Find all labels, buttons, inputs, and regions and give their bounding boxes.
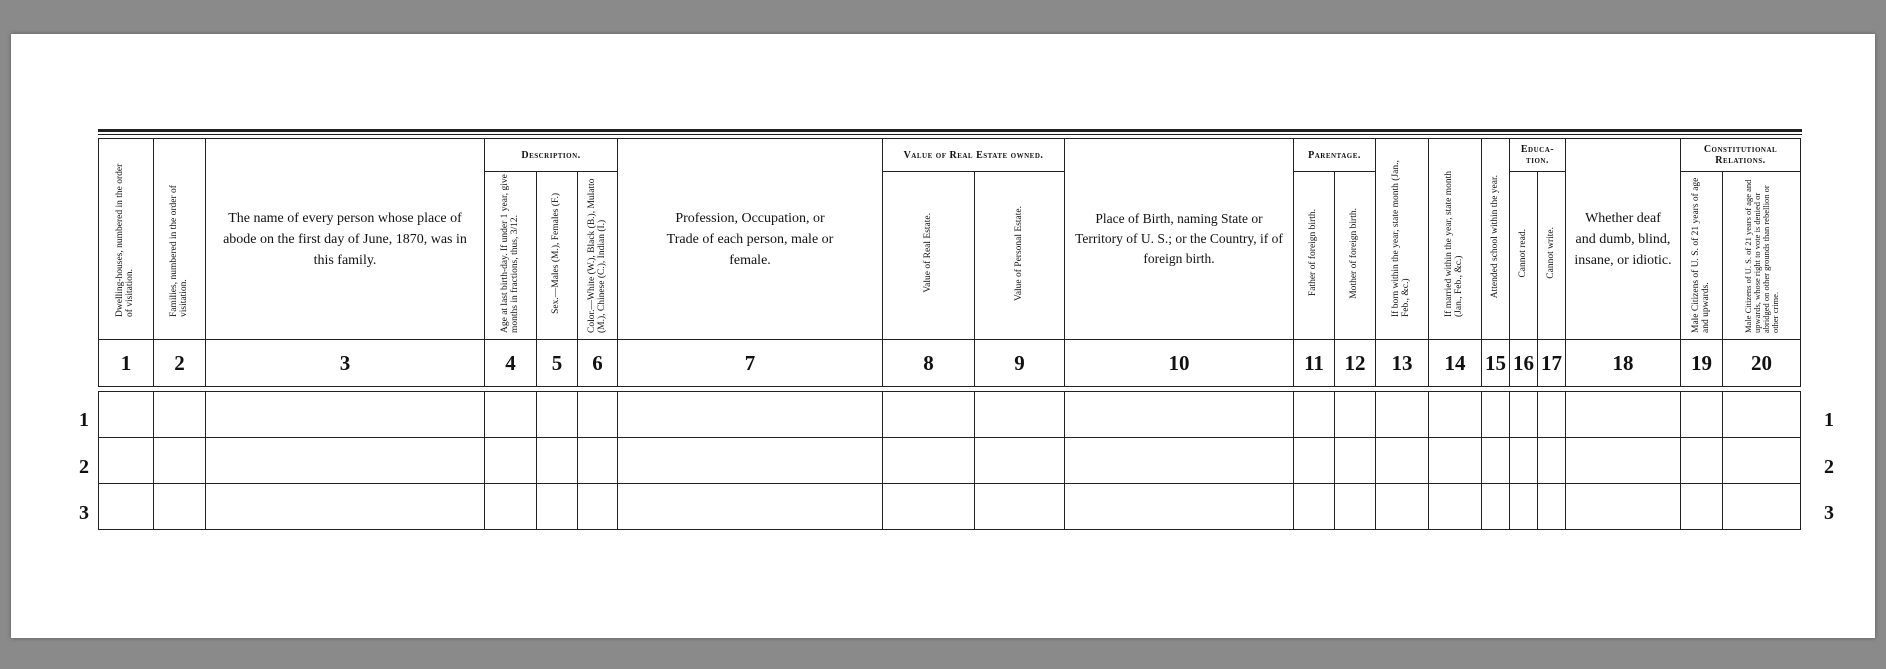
entry-cell[interactable] [975,438,1065,484]
entry-cell[interactable] [485,484,537,530]
entry-cell[interactable] [1429,438,1482,484]
entry-cell[interactable] [618,392,883,438]
col-17-header [1538,172,1566,340]
col-12-header [1335,172,1376,340]
entry-cell[interactable] [1429,484,1482,530]
parentage-group: Parentage. [1294,139,1376,172]
col-11-header [1294,172,1335,340]
entry-cell[interactable] [99,484,154,530]
col-number: 4 [485,340,537,387]
entry-cell[interactable] [1510,438,1538,484]
entry-cell[interactable] [206,484,485,530]
entry-cell[interactable] [1335,438,1376,484]
col-number: 6 [578,340,618,387]
col-number: 17 [1538,340,1566,387]
entry-cell[interactable] [1294,438,1335,484]
col-11-label: Father of foreign birth. [1308,209,1319,297]
col-number: 7 [618,340,883,387]
col-13-label: If born within the year, state month (Jan., Feb., &c.) [1391,159,1411,317]
entry-cell[interactable] [1065,484,1294,530]
entry-cell[interactable] [883,438,975,484]
entry-cell[interactable] [1723,484,1801,530]
entry-cell[interactable] [1538,392,1566,438]
col-20-label: Male Citizens of U. S. of 21 years of age and upwards, whose right to vote is denied or abridged on other grounds than rebellion or other crime. [1742,179,1780,333]
col-12-label: Mother of foreign birth. [1349,207,1360,299]
entry-cell[interactable] [1538,484,1566,530]
col-14-label: If married within the year, state month (Jan., Feb., &c.) [1444,170,1464,317]
entry-cell[interactable] [1681,392,1723,438]
col-7-label: Profession, Occupation, or Trade of each person, male or female. [666,210,834,268]
entry-cell[interactable] [537,392,578,438]
entry-cell[interactable] [206,438,485,484]
entry-cell[interactable] [1566,438,1681,484]
top-rule [98,129,1802,132]
col-16-label: Cannot read. [1517,228,1528,278]
col-number: 5 [537,340,578,387]
col-number: 3 [206,340,485,387]
entry-cell[interactable] [1294,484,1335,530]
col-19-label: Male Citizens of U. S. of 21 years of age and upwards. [1690,177,1711,333]
col-number: 13 [1376,340,1429,387]
col-number: 2 [154,340,206,387]
entry-cell[interactable] [1482,438,1510,484]
entry-cell[interactable] [1681,438,1723,484]
entry-cell[interactable] [975,484,1065,530]
table-row [99,484,1801,530]
col-number: 14 [1429,340,1482,387]
row-number-right: 3 [1824,502,1834,524]
entry-cell[interactable] [99,438,154,484]
entry-cell[interactable] [206,392,485,438]
row-number-left: 3 [79,502,89,524]
col-10-header [1065,139,1294,340]
entry-cell[interactable] [1566,392,1681,438]
col-number: 16 [1510,340,1538,387]
col-6-label: Color.—White (W.), Black (B.), Mulatto (M.), Chinese (C.), Indian (I.) [586,178,607,333]
entry-cell[interactable] [1723,392,1801,438]
col-8-label: Value of Real Estate. [922,213,933,293]
entry-cell[interactable] [1294,392,1335,438]
col-1-label: Dwelling-houses, numbered in the order of visitation. [115,163,135,317]
entry-cell[interactable] [883,484,975,530]
col-9-label: Value of Personal Estate. [1013,205,1024,301]
entry-cell[interactable] [578,438,618,484]
row-number-right: 2 [1824,456,1834,478]
col-5-header [537,172,578,340]
entry-cell[interactable] [1723,438,1801,484]
col-number: 1 [99,340,154,387]
col-3-header [206,139,485,340]
entry-cell[interactable] [1335,392,1376,438]
col-17-label: Cannot write. [1545,227,1556,279]
education-group: Educa-tion. [1510,139,1566,172]
entry-cell[interactable] [1482,484,1510,530]
col-7-header [618,139,883,340]
col-number: 9 [975,340,1065,387]
top-rule-thin [98,134,1802,135]
group-header-row [99,139,1801,172]
col-18-header [1566,139,1681,340]
entry-cell[interactable] [537,484,578,530]
col-number: 8 [883,340,975,387]
column-number-row [99,340,1801,387]
entry-cell[interactable] [1538,438,1566,484]
row-number-right: 1 [1824,409,1834,431]
real-estate-group: Value of Real Estate owned. [883,139,1065,172]
entry-cell[interactable] [618,438,883,484]
col-1-header [99,139,154,340]
col-number: 20 [1723,340,1801,387]
entry-cell[interactable] [1510,392,1538,438]
col-9-header [975,172,1065,340]
entry-cell[interactable] [1510,484,1538,530]
col-number: 11 [1294,340,1335,387]
entry-cell[interactable] [1376,438,1429,484]
col-number: 19 [1681,340,1723,387]
entry-cell[interactable] [154,392,206,438]
description-group: Description. [485,139,618,172]
table-row [99,392,1801,438]
entry-cell[interactable] [1482,392,1510,438]
entry-cell[interactable] [1065,438,1294,484]
col-18-label: Whether deaf and dumb, blind, insane, or idiotic. [1574,210,1672,268]
col-4-header [485,172,537,340]
col-2-header [154,139,206,340]
entry-cell[interactable] [975,392,1065,438]
entry-cell[interactable] [485,392,537,438]
entry-cell[interactable] [154,484,206,530]
entry-cell[interactable] [1681,484,1723,530]
col-16-header [1510,172,1538,340]
col-number: 10 [1065,340,1294,387]
col-13-header [1376,139,1429,340]
row-number-left: 1 [79,409,89,431]
entry-cell[interactable] [99,392,154,438]
col-20-header [1723,172,1801,340]
entry-cell[interactable] [1429,392,1482,438]
entry-cell[interactable] [618,484,883,530]
col-19-header [1681,172,1723,340]
col-6-header [578,172,618,340]
col-2-label: Families, numbered in the order of visitation. [168,184,189,317]
col-number: 18 [1566,340,1681,387]
entry-cell[interactable] [578,484,618,530]
entry-cell[interactable] [1065,392,1294,438]
col-8-header [883,172,975,340]
constitutional-group: Constitutional Relations. [1681,139,1801,172]
col-15-header [1482,139,1510,340]
col-10-label: Place of Birth, naming State or Territory of U. S.; or the Country, if of foreign birth. [1075,210,1283,267]
entry-cell[interactable] [1566,484,1681,530]
col-5-label: Sex.—Males (M.), Females (F.) [551,192,562,314]
col-14-header [1429,139,1482,340]
entry-cell[interactable] [537,438,578,484]
entry-cell[interactable] [578,392,618,438]
entry-cell[interactable] [1376,392,1429,438]
table-row [99,438,1801,484]
entry-cell[interactable] [485,438,537,484]
row-number-left: 2 [79,456,89,478]
col-3-label: The name of every person whose place of abode on the first day of June, 1870, was in this family. [223,210,467,268]
census-form-table [98,138,1801,530]
col-4-label: Age at last birth-day. If under 1 year, give months in fractions, thus, 3/12. [499,174,520,333]
entry-cell[interactable] [883,392,975,438]
entry-cell[interactable] [154,438,206,484]
col-number: 15 [1482,340,1510,387]
col-number: 12 [1335,340,1376,387]
entry-cell[interactable] [1335,484,1376,530]
entry-cell[interactable] [1376,484,1429,530]
col-15-label: Attended school within the year. [1489,174,1500,299]
